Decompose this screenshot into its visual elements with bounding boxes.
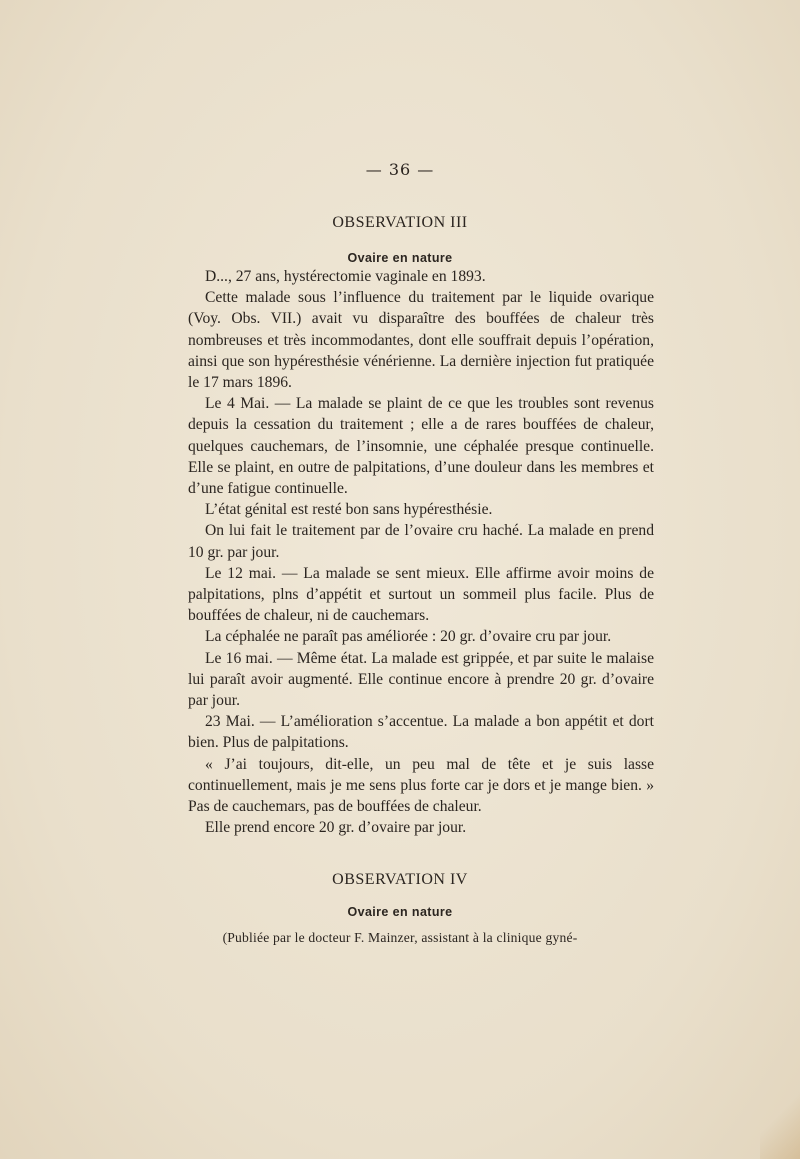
- paragraph: Elle prend encore 20 gr. d’ovaire par jour.: [205, 819, 467, 837]
- paragraph: La céphalée ne paraît pas améliorée : 20 gr. d’ovaire cru par jour.: [205, 628, 612, 646]
- observation-3-body: [188, 266, 654, 838]
- observation-4-title: OBSERVATION IV: [332, 871, 468, 888]
- paragraph: « J’ai toujours, dit-elle, un peu mal de tête et je suis lasse continuellement, mais je me sens plus forte car je dors et je mange bien. » Pas de cauchemars, pas de bouffées de chaleur.: [188, 755, 654, 816]
- paragraph: 23 Mai. — L’amélioration s’accentue. La malade a bon appétit et dort bien. Plus de palpitations.: [188, 713, 654, 752]
- paragraph: Le 16 mai. — Même état. La malade est grippée, et par suite le malaise lui paraît avoir augmenté. Elle continue encore à prendre 20 gr. d’ovaire par jour.: [188, 649, 654, 710]
- paragraph: On lui fait le traitement par de l’ovaire cru haché. La malade en prend 10 gr. par jour.: [188, 522, 654, 561]
- observation-4-note: (Publiée par le docteur F. Mainzer, assistant à la clinique gyné-: [222, 930, 578, 945]
- paper-stain: [760, 1089, 800, 1159]
- paragraph: L’état génital est resté bon sans hypéresthésie.: [205, 501, 493, 519]
- paragraph: Le 12 mai. — La malade se sent mieux. Elle affirme avoir moins de palpitations, plns d’appétit et surtout un sommeil plus facile. Plus de bouffées de chaleur, ni de cauchemars.: [188, 564, 654, 625]
- observation-4-subtitle: Ovaire en nature: [347, 905, 453, 919]
- page-number: — 36 —: [365, 160, 435, 179]
- observation-3-title: OBSERVATION III: [332, 214, 468, 231]
- paragraph: D..., 27 ans, hystérectomie vaginale en 1893.: [205, 268, 486, 285]
- paragraph: Cette malade sous l’influence du traitement par le liquide ovarique (Voy. Obs. VII.) avait vu disparaître des bouffées de chaleur très nombreuses et très incommodantes, dont elle souffrait depuis l’opération, ainsi que son hypéresthésie vénérienne. La dernière injection fut pratiquée le 17 mars 1896.: [188, 289, 654, 392]
- observation-3-subtitle: Ovaire en nature: [347, 251, 453, 265]
- paragraph: Le 4 Mai. — La malade se plaint de ce que les troubles sont revenus depuis la cessation du traitement ; elle a de rares bouffées de chaleur, quelques cauchemars, de l’insomnie, une céphalée presque continuelle. Elle se plaint, en outre de palpitations, d’une douleur dans les membres et d’une fatigue continuelle.: [188, 395, 654, 498]
